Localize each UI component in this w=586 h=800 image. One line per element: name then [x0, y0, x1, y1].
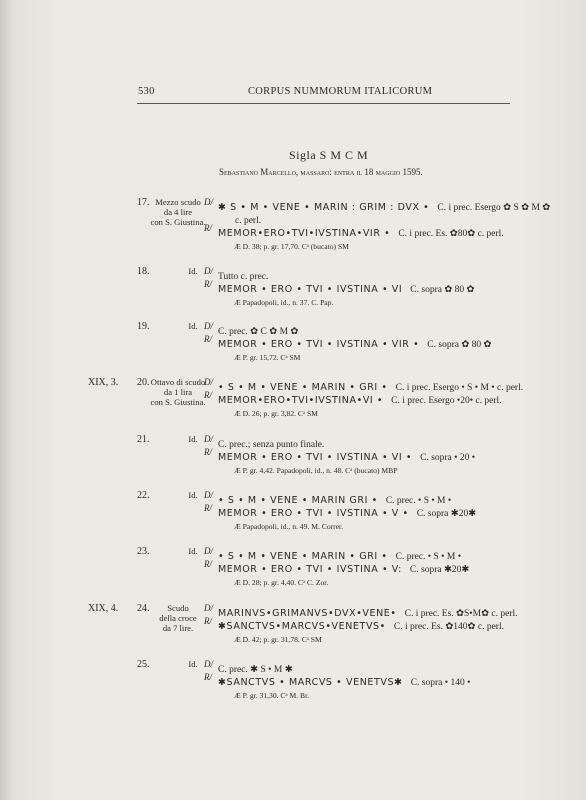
legend-text: MEMOR • ERO • TVI • IVSTINA • V: [218, 564, 402, 575]
description-text: C. i prec. Esergo • S • M • c. perl. [395, 383, 524, 393]
entry-number: 23. [137, 546, 150, 557]
plate-reference: XIX, 4. [88, 603, 119, 614]
description-text: c. perl. [235, 216, 262, 226]
obverse-mark: D/ [204, 659, 213, 669]
denomination [150, 197, 206, 227]
obverse-mark: D/ [204, 197, 213, 207]
legend-text: MEMOR • ERO • TVI • IVSTINA • VI • [218, 452, 413, 463]
entry-number: 17. [137, 197, 150, 208]
header-rule [137, 103, 510, 104]
legend-text: ✱ S • M • VENE • MARIN : GRIM : DVX • [218, 202, 430, 213]
legend-text: MEMOR • ERO • TVI • IVSTINA • V • [218, 508, 409, 519]
specimen-info [234, 629, 322, 647]
denomination-line: Mezzo scudo [155, 197, 201, 207]
legend-text: ✱SANCTVS • MARCVS • VENETVS✱ [218, 677, 403, 688]
reverse-mark: R/ [204, 279, 212, 289]
description-text: C. sopra ✱20✱ [416, 509, 477, 519]
reverse-mark: R/ [204, 503, 212, 513]
specimen-info [234, 516, 343, 534]
denomination-line: da 7 lire. [162, 623, 194, 633]
description-text: Æ D. 26; p. gr. 3,82. Cᵃ SM [234, 409, 318, 418]
entry-number: 25. [137, 659, 150, 670]
entry-number: 22. [137, 490, 150, 501]
description-text: C. i prec. Es. ✿S•M✿ c. perl. [404, 609, 518, 619]
legend-text: • S • M • VENE • MARIN • GRI • [218, 382, 388, 393]
section-title: Sigla S M C M [289, 148, 369, 162]
specimen-info [234, 460, 397, 478]
denomination-line: da 4 lire [163, 207, 193, 217]
reverse-mark: R/ [204, 334, 212, 344]
entry-number: 19. [137, 321, 150, 332]
description-text: C. prec. • S • M • [385, 496, 452, 506]
description-text: Æ D. 38; p. gr. 17,70. Cᵃ (bucato) SM [234, 242, 349, 251]
denomination-line: con S. Giustina. [150, 217, 206, 227]
running-title: CORPUS NUMMORUM ITALICORUM [248, 86, 433, 97]
obverse-mark: D/ [204, 266, 213, 276]
denomination-line: con S. Giustina. [150, 397, 206, 407]
obverse-mark: D/ [204, 546, 213, 556]
reverse-mark: R/ [204, 447, 212, 457]
entry-number: 18. [137, 266, 150, 277]
denomination [150, 603, 206, 633]
denomination-line: Id. [188, 490, 198, 500]
description-text: C. sopra • 140 • [410, 678, 471, 688]
page-number: 530 [138, 86, 155, 97]
denomination-line: Id. [188, 266, 198, 276]
denomination-line: Id. [188, 659, 198, 669]
reverse-mark: R/ [204, 559, 212, 569]
specimen-info [234, 347, 300, 365]
reverse-mark: R/ [204, 672, 212, 682]
obverse-mark: D/ [204, 434, 213, 444]
denomination-line: Id. [188, 321, 198, 331]
entry-number: 20. [137, 377, 150, 388]
specimen-info [234, 572, 328, 590]
obverse-mark: D/ [204, 603, 213, 613]
specimen-info [234, 403, 318, 421]
description-text: C. prec.; senza punto finale. [218, 440, 325, 450]
legend-text: • S • M • VENE • MARIN GRI • [218, 495, 378, 506]
description-text: Æ P. gr. 4,42. Papadopoli, id., n. 48. Cᵃ (bucato) MBP [234, 466, 398, 475]
legend-text: ✱SANCTVS•MARCVS•VENETVS• [218, 621, 386, 632]
legend-text: MEMOR•ERO•TVI•IVSTINA•VI • [218, 395, 384, 406]
reverse-mark: R/ [204, 616, 212, 626]
description-text: C. prec. ✿ C ✿ M ✿ [218, 327, 299, 337]
denomination [150, 377, 206, 407]
denomination-line: della croce [159, 613, 197, 623]
denomination-line: Id. [188, 546, 198, 556]
reverse-mark: R/ [204, 390, 212, 400]
description-text: Æ P. gr. 31,30. Cᵃ M. Br. [234, 691, 310, 700]
plate-reference: XIX, 3. [88, 377, 119, 388]
denomination-line: Id. [188, 434, 198, 444]
obverse-mark: D/ [204, 377, 213, 387]
description-text: Tutto c. prec. [218, 272, 269, 282]
legend-text: • S • M • VENE • MARIN • GRI • [218, 551, 388, 562]
description-text: Æ D. 42; p. gr. 31,78. Cᵃ SM [234, 635, 322, 644]
description-text: C. prec. • S • M • [395, 552, 462, 562]
description-text: Æ D. 28; p. gr. 4,40. Cᵃ C. Zor. [234, 578, 329, 587]
denomination-line: Scudo [167, 603, 189, 613]
reverse-mark: R/ [204, 223, 212, 233]
description-text: Æ Papadopoli, id., n. 37. C. Pap. [234, 298, 334, 307]
description-text: C. sopra ✱20✱ [409, 565, 470, 575]
legend-text: MEMOR•ERO•TVI•IVSTINA•VIR • [218, 228, 391, 239]
description-text: C. i prec. Es. ✿140✿ c. perl. [393, 622, 504, 632]
legend-text: MEMOR • ERO • TVI • IVSTINA • VI [218, 284, 403, 295]
description-text: C. sopra • 20 • [420, 453, 476, 463]
legend-text: MARINVS•GRIMANVS•DVX•VENE• [218, 608, 397, 619]
entry-number: 24. [137, 603, 150, 614]
description-text: C. sopra ✿ 80 ✿ [410, 285, 475, 295]
denomination-line: da 1 lira [163, 387, 193, 397]
section-subtitle: Sebastiano Marcello, massaro: entra il 18 maggio 1595. [219, 167, 423, 177]
description-text: Æ P. gr. 15,72. Cᵃ SM [234, 353, 301, 362]
description-text: C. prec. ✱ S • M ✱ [218, 665, 293, 675]
specimen-info [234, 292, 333, 310]
description-text: C. i prec. Esergo •20• c. perl. [391, 396, 502, 406]
description-text: C. i prec. Esergo ✿ S ✿ M ✿ [437, 203, 551, 213]
obverse-line [218, 197, 550, 215]
entry-number: 21. [137, 434, 150, 445]
legend-text: MEMOR • ERO • TVI • IVSTINA • VIR • [218, 339, 420, 350]
specimen-info [234, 236, 349, 254]
specimen-info [234, 685, 309, 703]
description-text: C. i prec. Es. ✿80✿ c. perl. [398, 229, 504, 239]
denomination-line: Ottavo di scudo [150, 377, 206, 387]
description-text: C. sopra ✿ 80 ✿ [427, 340, 492, 350]
description-text: Æ Papadopoli, id., n. 49. M. Correr. [234, 522, 344, 531]
obverse-mark: D/ [204, 490, 213, 500]
obverse-mark: D/ [204, 321, 213, 331]
